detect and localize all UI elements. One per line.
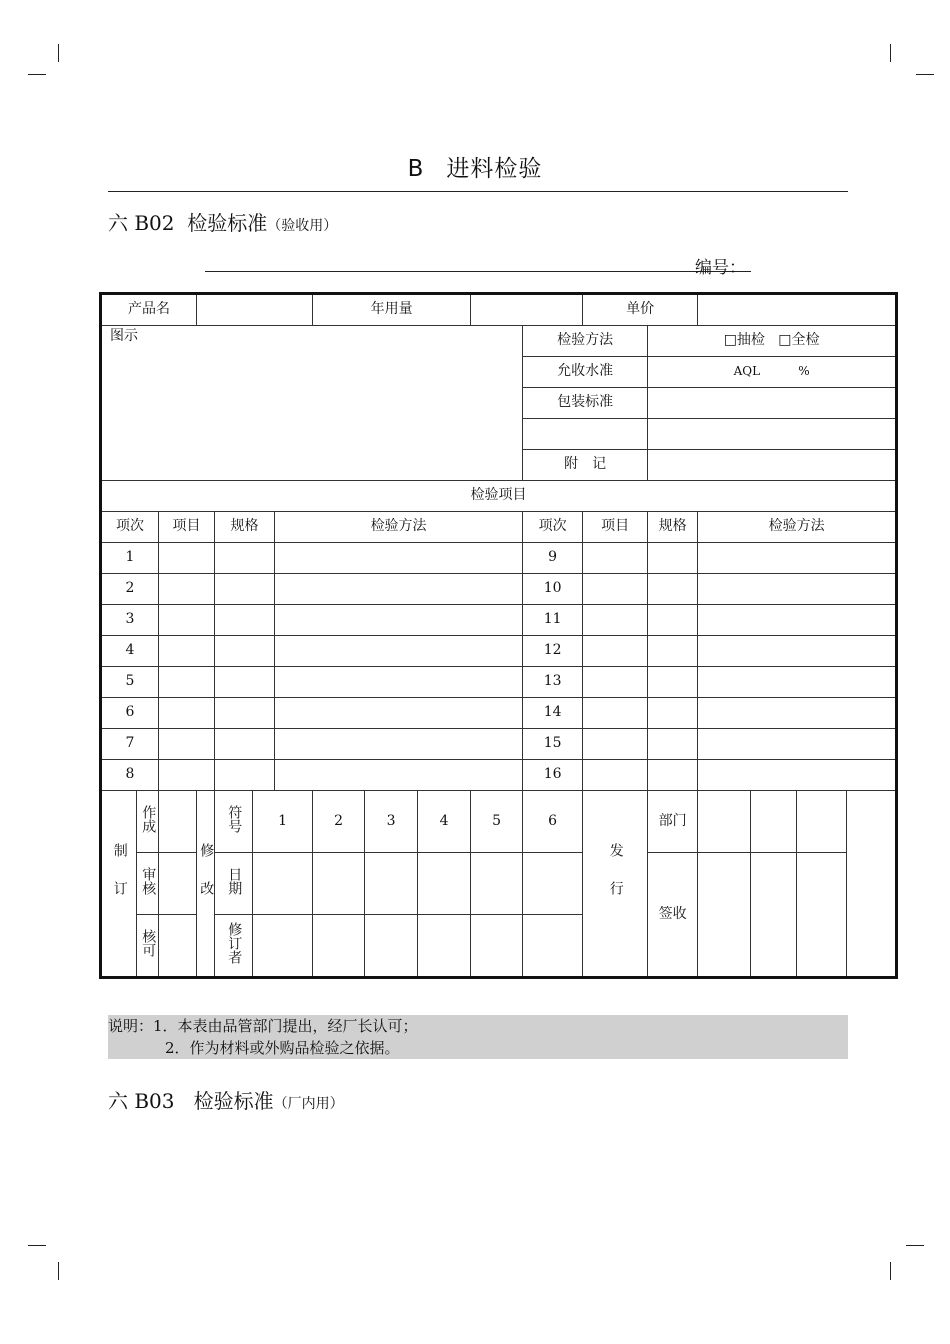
issue-label-cell	[583, 791, 648, 978]
reviser-cell[interactable]	[418, 915, 471, 978]
col-header-spec-right: 规格	[648, 512, 698, 543]
establish-label: 制订	[111, 843, 128, 920]
revision-label-cell	[197, 791, 215, 978]
diagram-label: 图示	[110, 328, 138, 344]
receipt-field[interactable]	[751, 853, 797, 978]
revision-date-cell[interactable]	[253, 853, 313, 915]
note-line-2: 2．作为材料或外购品检验之依据。	[165, 1039, 400, 1057]
seq-number: 5	[101, 667, 159, 698]
seq-number: 3	[101, 605, 159, 636]
reviewed-signature[interactable]	[159, 853, 197, 915]
item-cell[interactable]	[583, 698, 648, 729]
spec-cell[interactable]	[215, 729, 275, 760]
crop-mark	[906, 1245, 924, 1246]
item-cell[interactable]	[583, 729, 648, 760]
method-cell[interactable]	[275, 574, 523, 605]
method-cell[interactable]	[275, 667, 523, 698]
department-field[interactable]	[797, 791, 847, 853]
prepared-label: 作成	[140, 805, 157, 834]
crop-mark	[58, 1262, 59, 1280]
crop-mark	[28, 74, 46, 75]
table-row	[101, 667, 897, 698]
seq-number: 1	[101, 543, 159, 574]
item-cell[interactable]	[583, 760, 648, 791]
spec-cell[interactable]	[648, 605, 698, 636]
approved-label: 核可	[140, 929, 157, 958]
col-header-seq-right: 项次	[523, 512, 583, 543]
col-header-method-left: 检验方法	[275, 512, 523, 543]
item-cell[interactable]	[159, 574, 215, 605]
reviser-cell[interactable]	[523, 915, 583, 978]
seq-number: 16	[523, 760, 583, 791]
table-row	[101, 698, 897, 729]
item-cell[interactable]	[159, 543, 215, 574]
date-label-cell	[215, 853, 253, 915]
crop-mark	[58, 44, 59, 62]
inspection-items-header: 检验项目	[101, 481, 897, 512]
unit-price-field[interactable]	[698, 294, 897, 326]
attachment-label	[523, 450, 648, 481]
table-row	[101, 543, 897, 574]
reviser-cell[interactable]	[313, 915, 365, 978]
spec-cell[interactable]	[648, 760, 698, 791]
item-cell[interactable]	[159, 760, 215, 791]
table-row	[101, 605, 897, 636]
seq-number: 11	[523, 605, 583, 636]
full-inspection-checkbox[interactable]: □全检	[778, 332, 820, 349]
receipt-field[interactable]	[797, 853, 847, 978]
packaging-standard-label: 包装标准	[523, 388, 648, 419]
seq-number: 8	[101, 760, 159, 791]
seq-number: 15	[523, 729, 583, 760]
spec-cell[interactable]	[215, 636, 275, 667]
seq-number: 9	[523, 543, 583, 574]
crop-mark	[28, 1245, 46, 1246]
approved-label-cell	[137, 915, 159, 978]
spec-cell[interactable]	[215, 574, 275, 605]
table-row	[101, 574, 897, 605]
section-b03-title: 检验标准	[193, 1089, 274, 1113]
reviewed-label-cell	[137, 853, 159, 915]
method-cell[interactable]	[275, 543, 523, 574]
item-cell[interactable]	[159, 636, 215, 667]
percent-label: %	[798, 364, 810, 379]
seq-number: 10	[523, 574, 583, 605]
method-cell[interactable]	[698, 667, 897, 698]
section-b02-title: 检验标准	[187, 211, 268, 235]
spec-cell[interactable]	[215, 667, 275, 698]
sampling-checkbox[interactable]: □抽检	[723, 332, 765, 349]
symbol-label-cell	[215, 791, 253, 853]
seq-number: 7	[101, 729, 159, 760]
section-b02-code: 六 B02	[108, 211, 175, 235]
method-cell[interactable]	[275, 729, 523, 760]
blank-value-cell[interactable]	[648, 419, 897, 450]
col-header-method-right: 检验方法	[698, 512, 897, 543]
method-cell[interactable]	[698, 729, 897, 760]
revision-date-cell[interactable]	[418, 853, 471, 915]
method-cell[interactable]	[698, 698, 897, 729]
table-row	[101, 729, 897, 760]
section-b03-heading	[108, 1085, 344, 1114]
acceptance-level-label: 允收水准	[523, 357, 648, 388]
prepared-signature[interactable]	[159, 791, 197, 853]
item-cell[interactable]	[159, 698, 215, 729]
reviser-cell[interactable]	[365, 915, 418, 978]
method-cell[interactable]	[275, 760, 523, 791]
inspection-standard-form	[99, 292, 898, 979]
seq-number: 12	[523, 636, 583, 667]
crop-mark	[916, 74, 934, 75]
revision-number: 2	[313, 791, 365, 853]
method-cell[interactable]	[698, 574, 897, 605]
product-name-label: 产品名	[101, 294, 197, 326]
spec-cell[interactable]	[215, 698, 275, 729]
section-b03-qualifier: （厂内用）	[273, 1096, 344, 1112]
spec-cell[interactable]	[648, 698, 698, 729]
col-header-spec-left: 规格	[215, 512, 275, 543]
method-cell[interactable]	[275, 636, 523, 667]
col-header-seq-left: 项次	[101, 512, 159, 543]
revision-number: 3	[365, 791, 418, 853]
col-header-item-right: 项目	[583, 512, 648, 543]
item-cell[interactable]	[583, 667, 648, 698]
reviser-label-cell	[215, 915, 253, 978]
revision-date-cell[interactable]	[471, 853, 523, 915]
item-cell[interactable]	[583, 605, 648, 636]
crop-mark	[890, 1262, 891, 1280]
department-field[interactable]	[751, 791, 797, 853]
diagram-area[interactable]	[101, 326, 523, 481]
receipt-label: 签收	[648, 853, 698, 978]
spec-cell[interactable]	[648, 543, 698, 574]
item-cell[interactable]	[583, 636, 648, 667]
item-cell[interactable]	[583, 574, 648, 605]
items-column-header-row	[101, 512, 897, 543]
revision-number: 4	[418, 791, 471, 853]
spec-cell[interactable]	[215, 605, 275, 636]
spec-cell[interactable]	[215, 543, 275, 574]
inspection-method-options	[648, 326, 897, 357]
establish-label-cell	[101, 791, 137, 978]
attachment-label-text: 附 记	[564, 456, 607, 473]
item-cell[interactable]	[583, 543, 648, 574]
approved-signature[interactable]	[159, 915, 197, 978]
method-cell[interactable]	[275, 605, 523, 636]
item-cell[interactable]	[159, 605, 215, 636]
attachment-field[interactable]	[648, 450, 897, 481]
explanation-note	[108, 1015, 848, 1059]
reviser-cell[interactable]	[471, 915, 523, 978]
section-b02-heading	[108, 207, 337, 236]
spec-cell[interactable]	[648, 667, 698, 698]
revision-date-cell[interactable]	[313, 853, 365, 915]
spec-cell[interactable]	[648, 574, 698, 605]
title-rule	[108, 191, 848, 192]
aql-label: AQL	[733, 364, 761, 379]
packaging-standard-field[interactable]	[648, 388, 897, 419]
spec-cell[interactable]	[648, 636, 698, 667]
annual-usage-label: 年用量	[313, 294, 471, 326]
method-cell[interactable]	[698, 543, 897, 574]
seq-number: 4	[101, 636, 159, 667]
seq-number: 14	[523, 698, 583, 729]
item-cell[interactable]	[159, 729, 215, 760]
unit-price-label: 单价	[583, 294, 698, 326]
inspection-method-label: 检验方法	[523, 326, 648, 357]
table-row	[101, 636, 897, 667]
table-row	[101, 760, 897, 791]
col-header-item-left: 项目	[159, 512, 215, 543]
issue-label: 发行	[607, 843, 624, 920]
department-label: 部门	[648, 791, 698, 853]
method-cell[interactable]	[698, 605, 897, 636]
chapter-letter: B	[407, 156, 425, 182]
symbol-label: 符号	[226, 805, 243, 834]
spec-cell[interactable]	[648, 729, 698, 760]
serial-number-label: 编号：	[695, 258, 746, 278]
method-cell[interactable]	[275, 698, 523, 729]
seq-number: 2	[101, 574, 159, 605]
seq-number: 6	[101, 698, 159, 729]
revision-number: 5	[471, 791, 523, 853]
receipt-field[interactable]	[698, 853, 751, 978]
crop-mark	[890, 44, 891, 62]
blank-label-cell[interactable]	[523, 419, 648, 450]
note-line-1: 说明：1．本表由品管部门提出，经厂长认可；	[108, 1017, 418, 1035]
chapter-title-text: 进料检验	[446, 156, 543, 182]
product-name-field[interactable]	[197, 294, 313, 326]
department-field[interactable]	[698, 791, 751, 853]
revision-number: 6	[523, 791, 583, 853]
method-cell[interactable]	[698, 760, 897, 791]
date-label: 日期	[226, 867, 243, 896]
item-cell[interactable]	[159, 667, 215, 698]
section-b02-qualifier: （验收用）	[267, 218, 338, 234]
spec-cell[interactable]	[215, 760, 275, 791]
annual-usage-field[interactable]	[471, 294, 583, 326]
revision-number: 1	[253, 791, 313, 853]
revision-label: 修改	[198, 843, 215, 920]
reviser-label: 修订者	[226, 922, 243, 965]
acceptance-level-field[interactable]	[648, 357, 897, 388]
section-b03-code: 六 B03	[108, 1089, 175, 1113]
revision-date-cell[interactable]	[523, 853, 583, 915]
serial-number-line[interactable]	[205, 271, 751, 272]
method-cell[interactable]	[698, 636, 897, 667]
prepared-label-cell	[137, 791, 159, 853]
reviser-cell[interactable]	[253, 915, 313, 978]
seq-number: 13	[523, 667, 583, 698]
reviewed-label: 审核	[140, 867, 157, 896]
revision-date-cell[interactable]	[365, 853, 418, 915]
chapter-title	[0, 150, 950, 183]
